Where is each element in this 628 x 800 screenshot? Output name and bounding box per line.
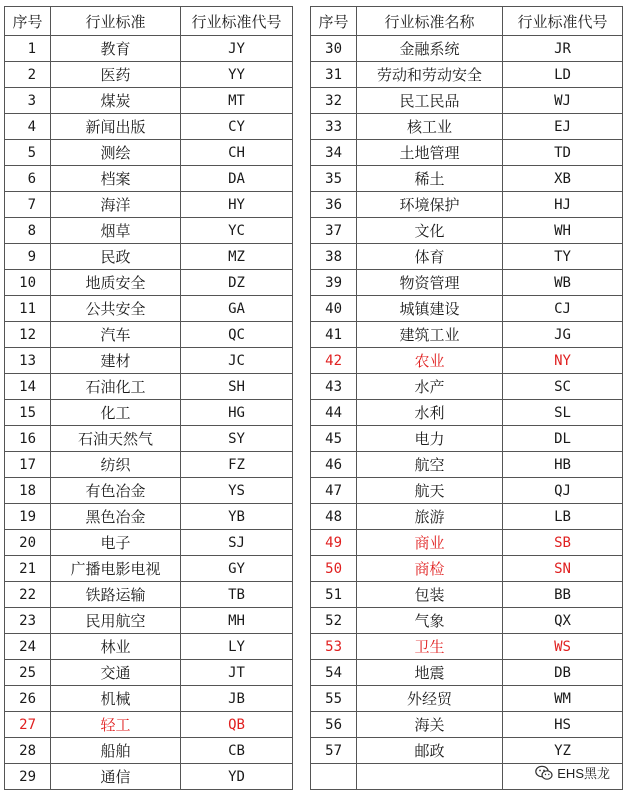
row-number: 47	[311, 478, 357, 504]
row-number: 42	[311, 348, 357, 374]
industry-code: EJ	[503, 114, 623, 140]
row-number: 12	[5, 322, 51, 348]
column-gap	[293, 400, 311, 426]
row-number: 43	[311, 374, 357, 400]
row-number: 27	[5, 712, 51, 738]
row-number: 25	[5, 660, 51, 686]
row-number: 46	[311, 452, 357, 478]
column-gap	[293, 634, 311, 660]
row-number: 16	[5, 426, 51, 452]
row-number: 54	[311, 660, 357, 686]
industry-name: 教育	[51, 36, 181, 62]
industry-code: LD	[503, 62, 623, 88]
row-number: 20	[5, 530, 51, 556]
industry-name: 商检	[357, 556, 503, 582]
industry-code: QB	[181, 712, 293, 738]
industry-name: 纺织	[51, 452, 181, 478]
industry-code: QX	[503, 608, 623, 634]
industry-name: 地质安全	[51, 270, 181, 296]
column-gap	[293, 7, 311, 36]
industry-code: YY	[181, 62, 293, 88]
column-gap	[293, 660, 311, 686]
industry-name: 公共安全	[51, 296, 181, 322]
industry-code: GY	[181, 556, 293, 582]
industry-code: HB	[503, 452, 623, 478]
table-row	[5, 478, 623, 504]
industry-name: 劳动和劳动安全	[357, 62, 503, 88]
industry-code: JB	[181, 686, 293, 712]
table-row	[5, 62, 623, 88]
header-name-right: 行业标准名称	[357, 7, 503, 36]
industry-name: 包装	[357, 582, 503, 608]
industry-code: YB	[181, 504, 293, 530]
column-gap	[293, 192, 311, 218]
row-number: 15	[5, 400, 51, 426]
column-gap	[293, 608, 311, 634]
industry-name: 外经贸	[357, 686, 503, 712]
industry-code: WJ	[503, 88, 623, 114]
column-gap	[293, 218, 311, 244]
industry-name: 石油化工	[51, 374, 181, 400]
column-gap	[293, 764, 311, 790]
empty-cell	[357, 764, 503, 790]
table-row	[5, 322, 623, 348]
industry-code: WB	[503, 270, 623, 296]
industry-code: DZ	[181, 270, 293, 296]
row-number: 9	[5, 244, 51, 270]
table-row	[5, 582, 623, 608]
industry-code: JR	[503, 36, 623, 62]
header-seq-right: 序号	[311, 7, 357, 36]
table-row	[5, 660, 623, 686]
row-number: 6	[5, 166, 51, 192]
industry-name: 航天	[357, 478, 503, 504]
industry-name: 广播电影电视	[51, 556, 181, 582]
industry-name: 农业	[357, 348, 503, 374]
industry-name: 通信	[51, 764, 181, 790]
industry-name: 建筑工业	[357, 322, 503, 348]
table-row	[5, 244, 623, 270]
table-row	[5, 738, 623, 764]
row-number: 51	[311, 582, 357, 608]
row-number: 37	[311, 218, 357, 244]
industry-code: SY	[181, 426, 293, 452]
row-number: 22	[5, 582, 51, 608]
table-row	[5, 374, 623, 400]
industry-name: 核工业	[357, 114, 503, 140]
industry-code: DB	[503, 660, 623, 686]
row-number: 8	[5, 218, 51, 244]
industry-name: 轻工	[51, 712, 181, 738]
table-row	[5, 88, 623, 114]
industry-code: HY	[181, 192, 293, 218]
row-number: 40	[311, 296, 357, 322]
industry-code: NY	[503, 348, 623, 374]
row-number: 14	[5, 374, 51, 400]
column-gap	[293, 556, 311, 582]
industry-name: 体育	[357, 244, 503, 270]
industry-code: GA	[181, 296, 293, 322]
industry-name: 海洋	[51, 192, 181, 218]
industry-name: 新闻出版	[51, 114, 181, 140]
row-number: 4	[5, 114, 51, 140]
industry-code: HJ	[503, 192, 623, 218]
table-row	[5, 504, 623, 530]
header-name-left: 行业标准	[51, 7, 181, 36]
row-number: 5	[5, 140, 51, 166]
column-gap	[293, 114, 311, 140]
industry-name: 民工民品	[357, 88, 503, 114]
row-number: 3	[5, 88, 51, 114]
row-number: 48	[311, 504, 357, 530]
column-gap	[293, 478, 311, 504]
wechat-icon	[535, 765, 553, 781]
industry-name: 城镇建设	[357, 296, 503, 322]
industry-name: 交通	[51, 660, 181, 686]
industry-code: XB	[503, 166, 623, 192]
table-row	[5, 36, 623, 62]
row-number: 49	[311, 530, 357, 556]
column-gap	[293, 296, 311, 322]
column-gap	[293, 140, 311, 166]
row-number: 33	[311, 114, 357, 140]
industry-name: 石油天然气	[51, 426, 181, 452]
table-row	[5, 114, 623, 140]
row-number: 21	[5, 556, 51, 582]
empty-cell	[311, 764, 357, 790]
industry-name: 水利	[357, 400, 503, 426]
table-row	[5, 712, 623, 738]
industry-name: 煤炭	[51, 88, 181, 114]
row-number: 31	[311, 62, 357, 88]
industry-name: 海关	[357, 712, 503, 738]
industry-code: TD	[503, 140, 623, 166]
column-gap	[293, 582, 311, 608]
table-body	[5, 36, 623, 790]
industry-name: 文化	[357, 218, 503, 244]
row-number: 57	[311, 738, 357, 764]
industry-code: QJ	[503, 478, 623, 504]
industry-code: CH	[181, 140, 293, 166]
industry-code: JY	[181, 36, 293, 62]
table-row	[5, 192, 623, 218]
industry-name: 航空	[357, 452, 503, 478]
table-row	[5, 400, 623, 426]
industry-name: 化工	[51, 400, 181, 426]
industry-code: MT	[181, 88, 293, 114]
industry-name: 医药	[51, 62, 181, 88]
industry-code: HS	[503, 712, 623, 738]
industry-name: 土地管理	[357, 140, 503, 166]
table-row	[5, 296, 623, 322]
industry-code: QC	[181, 322, 293, 348]
row-number: 2	[5, 62, 51, 88]
table-row	[5, 686, 623, 712]
industry-name: 汽车	[51, 322, 181, 348]
industry-name: 气象	[357, 608, 503, 634]
industry-code: DA	[181, 166, 293, 192]
industry-name: 烟草	[51, 218, 181, 244]
industry-name: 电力	[357, 426, 503, 452]
industry-name: 黑色冶金	[51, 504, 181, 530]
industry-name: 建材	[51, 348, 181, 374]
watermark-text: EHS黑龙	[557, 766, 610, 781]
industry-code: WS	[503, 634, 623, 660]
column-gap	[293, 738, 311, 764]
column-gap	[293, 530, 311, 556]
header-code-left: 行业标准代号	[181, 7, 293, 36]
industry-name: 物资管理	[357, 270, 503, 296]
column-gap	[293, 322, 311, 348]
industry-name: 地震	[357, 660, 503, 686]
industry-name: 民用航空	[51, 608, 181, 634]
row-number: 28	[5, 738, 51, 764]
row-number: 23	[5, 608, 51, 634]
row-number: 11	[5, 296, 51, 322]
row-number: 13	[5, 348, 51, 374]
industry-standards-table	[4, 6, 623, 790]
table-row	[5, 634, 623, 660]
column-gap	[293, 166, 311, 192]
industry-code: BB	[503, 582, 623, 608]
industry-code: LY	[181, 634, 293, 660]
column-gap	[293, 36, 311, 62]
table-row	[5, 608, 623, 634]
industry-code: SJ	[181, 530, 293, 556]
industry-code: TY	[503, 244, 623, 270]
industry-code: JT	[181, 660, 293, 686]
table-row	[5, 530, 623, 556]
industry-name: 铁路运输	[51, 582, 181, 608]
industry-code: SB	[503, 530, 623, 556]
industry-code: YD	[181, 764, 293, 790]
industry-name: 旅游	[357, 504, 503, 530]
table-row	[5, 348, 623, 374]
industry-code: DL	[503, 426, 623, 452]
table-row	[5, 556, 623, 582]
row-number: 26	[5, 686, 51, 712]
industry-code: CY	[181, 114, 293, 140]
industry-code: WM	[503, 686, 623, 712]
table-row	[5, 218, 623, 244]
table-row	[5, 166, 623, 192]
column-gap	[293, 62, 311, 88]
column-gap	[293, 88, 311, 114]
industry-code: SH	[181, 374, 293, 400]
row-number: 35	[311, 166, 357, 192]
header-seq-left: 序号	[5, 7, 51, 36]
row-number: 18	[5, 478, 51, 504]
row-number: 19	[5, 504, 51, 530]
industry-code: YZ	[503, 738, 623, 764]
industry-name: 商业	[357, 530, 503, 556]
industry-name: 水产	[357, 374, 503, 400]
industry-code: YS	[181, 478, 293, 504]
column-gap	[293, 348, 311, 374]
row-number: 32	[311, 88, 357, 114]
row-number: 10	[5, 270, 51, 296]
row-number: 45	[311, 426, 357, 452]
row-number: 53	[311, 634, 357, 660]
row-number: 50	[311, 556, 357, 582]
header-row	[5, 7, 623, 36]
header-code-right: 行业标准代号	[503, 7, 623, 36]
table-row	[5, 426, 623, 452]
industry-name: 环境保护	[357, 192, 503, 218]
row-number: 34	[311, 140, 357, 166]
column-gap	[293, 686, 311, 712]
row-number: 17	[5, 452, 51, 478]
industry-name: 电子	[51, 530, 181, 556]
industry-code: WH	[503, 218, 623, 244]
industry-code: SN	[503, 556, 623, 582]
row-number: 29	[5, 764, 51, 790]
row-number: 56	[311, 712, 357, 738]
industry-name: 有色冶金	[51, 478, 181, 504]
industry-code: JC	[181, 348, 293, 374]
row-number: 7	[5, 192, 51, 218]
industry-code: FZ	[181, 452, 293, 478]
industry-code: SC	[503, 374, 623, 400]
column-gap	[293, 374, 311, 400]
row-number: 55	[311, 686, 357, 712]
column-gap	[293, 426, 311, 452]
column-gap	[293, 504, 311, 530]
industry-name: 林业	[51, 634, 181, 660]
industry-code: MZ	[181, 244, 293, 270]
industry-name: 卫生	[357, 634, 503, 660]
column-gap	[293, 712, 311, 738]
industry-code: HG	[181, 400, 293, 426]
industry-name: 稀土	[357, 166, 503, 192]
table-row	[5, 764, 623, 790]
industry-name: 金融系统	[357, 36, 503, 62]
industry-name: 邮政	[357, 738, 503, 764]
industry-code: LB	[503, 504, 623, 530]
column-gap	[293, 270, 311, 296]
table-row	[5, 270, 623, 296]
watermark	[535, 763, 610, 782]
row-number: 24	[5, 634, 51, 660]
industry-code: MH	[181, 608, 293, 634]
column-gap	[293, 452, 311, 478]
table-row	[5, 452, 623, 478]
industry-code: CJ	[503, 296, 623, 322]
table-row	[5, 140, 623, 166]
industry-code: JG	[503, 322, 623, 348]
industry-code: TB	[181, 582, 293, 608]
industry-name: 机械	[51, 686, 181, 712]
row-number: 1	[5, 36, 51, 62]
industry-name: 民政	[51, 244, 181, 270]
industry-name: 船舶	[51, 738, 181, 764]
industry-code: SL	[503, 400, 623, 426]
row-number: 44	[311, 400, 357, 426]
industry-code: CB	[181, 738, 293, 764]
column-gap	[293, 244, 311, 270]
row-number: 41	[311, 322, 357, 348]
industry-name: 档案	[51, 166, 181, 192]
row-number: 39	[311, 270, 357, 296]
row-number: 36	[311, 192, 357, 218]
industry-name: 测绘	[51, 140, 181, 166]
row-number: 52	[311, 608, 357, 634]
industry-code: YC	[181, 218, 293, 244]
row-number: 38	[311, 244, 357, 270]
row-number: 30	[311, 36, 357, 62]
